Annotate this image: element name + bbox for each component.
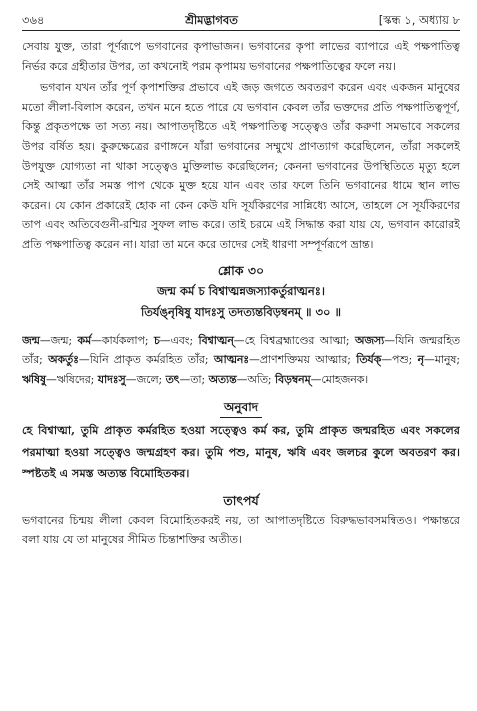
synonym-term: যাদঃসু [97, 372, 126, 386]
synonym-meaning: —যিনি প্রাকৃত কর্মরহিত তাঁর; [78, 353, 214, 367]
purport-continuation-paragraph: সেবায় যুক্ত, তারা পূর্ণরূপে ভগবানের কৃপাভাজন। ভগবানের কৃপা লাভের ব্যাপারে এই পক্ষপাতিত্ব নির্ভর করে গ্রহীতার উপর, তা কখনোই পরম কৃপাময় ভগবানের পক্ষপাতিত্বের ফলে নয়। [22, 40, 460, 73]
synonym-term: অজস্য [354, 333, 385, 347]
translation-heading [22, 397, 460, 418]
book-title: শ্রীমদ্ভাগবত [185, 13, 238, 27]
canto-chapter: [স্কন্ধ ১, অধ্যায় ৮ [378, 13, 460, 27]
synonym-term: নৃ [417, 353, 425, 367]
synonym-meaning: —পশু; [381, 353, 418, 367]
page-number: ৩৬৪ [22, 13, 45, 27]
synonym-term: তৎ [165, 372, 180, 386]
book-page [22, 12, 460, 702]
synonym-meaning: —হে বিশ্বব্রহ্মাণ্ডের আত্মা; [233, 333, 355, 347]
synonym-term: চ [153, 333, 160, 347]
word-meanings [22, 331, 460, 390]
synonym-meaning: —যিনি জন্মরহিত তাঁর; [22, 333, 460, 367]
synonym-term: জন্ম [22, 333, 40, 347]
synonym-term: তির্যক্ [356, 353, 382, 367]
verse-heading: শ্লোক ৩০ [217, 262, 265, 278]
synonym-meaning: —এবং; [159, 333, 199, 347]
synonym-meaning: —কার্যকলাপ; [91, 333, 154, 347]
synonym-term: বিশ্বাত্মন্ [198, 333, 234, 347]
synonym-meaning: —জলে; [125, 372, 166, 386]
purport-heading: তাৎপর্য [223, 492, 259, 508]
page-header [22, 12, 460, 31]
synonym-term: অত্যন্ত [208, 372, 237, 386]
synonym-term: বিড়ম্বনম্ [275, 372, 311, 386]
synonym-term: কর্ম [77, 333, 92, 347]
synonym-term: ঋষিষু [22, 372, 46, 386]
synonym-meaning: —জন্ম; [39, 333, 78, 347]
translation-heading-text: অনুবাদ [220, 397, 262, 418]
verse-line-1: জন্ম কর্ম চ বিশ্বাত্মন্নজস্যাকর্তুরাত্মনঃ। [157, 283, 325, 298]
purport-paragraph: ভগবান যখন তাঁর পূর্ণ কৃপাশক্তির প্রভাবে এই জড় জগতে অবতরণ করেন এবং একজন মানুষের মতো লীলা-বিলাস করেন, তখন মনে হতে পারে যে ভগবান কেবল তাঁর ভক্তদের প্রতি পক্ষপাতিত্বপূর্ণ, কিন্তু প্রকৃতপক্ষে তা সত্য নয়। আপাতদৃষ্টিতে এই পক্ষপাতিত্ব সত্ত্বেও তাঁর করুণা সমভাবে সকলের উপর বর্ষিত হয়। কুরুক্ষেত্রের রণাঙ্গনে যাঁরা ভগবানের সম্মুখে প্রাণত্যাগ করেছিলেন, তাঁরা সকলেই উপযুক্ত যোগ্যতা না থাকা সত্ত্বেও মুক্তিলাভ করেছিলেন; কেননা ভগবানের উপস্থিতিতে মৃত্যু হলে সেই আত্মা তাঁর সমস্ত পাপ থেকে মুক্ত হয়ে যান এবং তার ফলে তিনি ভগবানের ধামে স্থান লাভ করেন। যে কোন প্রকারেই হোক না কেন কেউ যদি সূর্যকিরণের সান্নিধ্যে আসে, তাহলে সে সূর্যকিরণের তাপ এবং অতিবেগুনী-রশ্মির সুফল লাভ করে। তাই চরমে এই সিদ্ধান্ত করা যায় যে, ভগবান কারোরই প্রতি পক্ষপাতিত্ব করেন না। যারা তা মনে করে তাদের সেই ধারণা সম্পূর্ণরূপে ভ্রান্ত। [22, 81, 460, 251]
verse-line-2: তির্যঙ্নৃষিষু যাদঃসু তদত্যন্তবিড়ম্বনম্ ॥ ৩০ ॥ [140, 304, 341, 319]
synonym-meaning: —তা; [179, 372, 209, 386]
synonym-meaning: —মোহজনক। [310, 372, 369, 386]
purport-text: ভগবানের চিন্ময় লীলা কেবল বিমোহিতকরই নয়, তা আপাতদৃষ্টিতে বিরুদ্ধভাবসমন্বিতও। পক্ষান্তরে বলা যায় যে তা মানুষের সীমিত চিন্তাশক্তির অতীত। [22, 513, 460, 547]
synonym-term: অকর্তুঃ [48, 353, 79, 367]
synonym-meaning: —প্রাণশক্তিময় আত্মার; [249, 353, 357, 367]
synonym-meaning: —অতি; [236, 372, 276, 386]
synonym-term: আত্মনঃ [213, 353, 250, 367]
translation-text: হে বিশ্বাত্মা, তুমি প্রাকৃত কর্মরহিত হওয়া সত্ত্বেও কর্ম কর, তুমি প্রাকৃত জন্মরহিত এবং সকলের পরমাত্মা হওয়া সত্ত্বেও জন্মগ্রহণ কর। তুমি পশু, মানুষ, ঋষি এবং জলচর কুলে অবতরণ কর। স্পষ্টতই এ সমস্ত অত্যন্ত বিমোহিতকর। [22, 423, 460, 481]
synonym-meaning: —ঋষিদের; [45, 372, 98, 386]
synonym-meaning: —মানুষ; [424, 353, 460, 367]
